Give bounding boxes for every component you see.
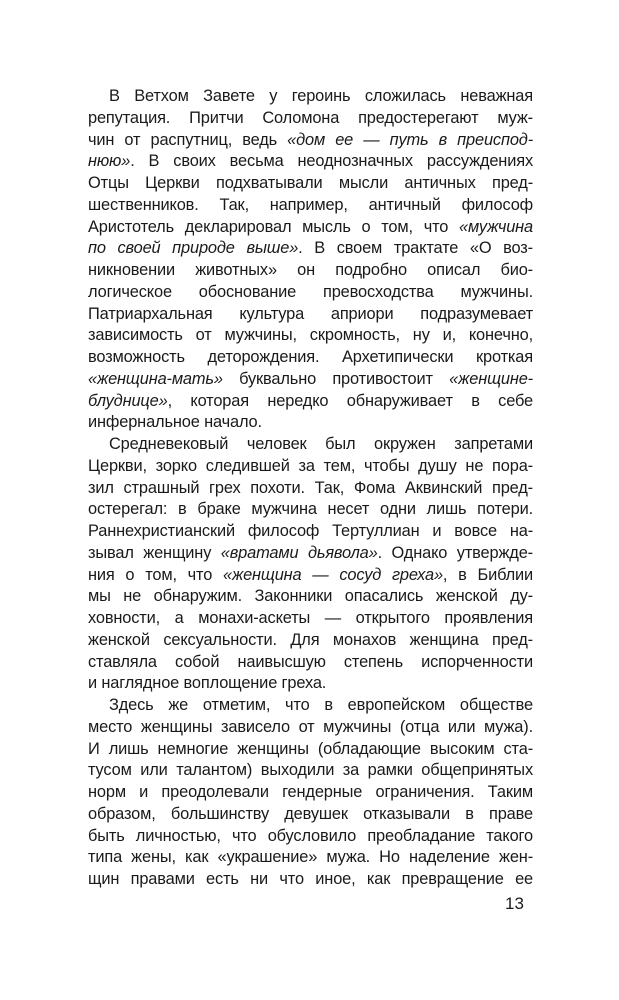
text-segment: зил страшный грех похоти. Так, Фома Аквинский пред- [88, 478, 533, 497]
text-line [88, 456, 533, 478]
text-segment: остерегал: в браке мужчина несет одни лишь потери. [88, 500, 533, 519]
text-segment: женской сексуальности. Для монахов женщина пред- [88, 630, 533, 649]
text-segment: типа жены, как «украшение» мужа. Но наделение жен- [88, 848, 533, 867]
text-segment: возможность деторождения. Архетипически кроткая [88, 348, 533, 366]
text-segment: чин от распутниц, ведь [88, 130, 288, 149]
text-segment: место женщины зависело от мужчины (отца или мужа). [88, 717, 533, 736]
text-line [88, 499, 533, 521]
text-segment: Аристотель декларировал мысль о том, что [88, 217, 459, 236]
text-segment: и наглядное воплощение греха. [88, 674, 327, 693]
text-segment: мы не обнаружим. Законники опасались женской ду- [88, 587, 533, 606]
text-segment: зависимость от мужчины, скромность, ну и, конечно, [88, 326, 533, 345]
paragraph [88, 86, 533, 434]
text-line [88, 673, 533, 695]
text-line [88, 130, 533, 152]
text-line [88, 543, 533, 565]
text-line [88, 108, 533, 130]
italic-quote: блуднице» [88, 391, 168, 410]
text-line [88, 521, 533, 543]
paragraph [88, 695, 533, 891]
text-line [88, 782, 533, 804]
text-line [88, 652, 533, 674]
text-segment: . В своих весьма неоднозначных рассуждениях [130, 152, 533, 171]
text-line [88, 238, 533, 260]
text-line [88, 869, 533, 891]
text-line [88, 195, 533, 217]
text-segment: репутация. Притчи Соломона предостерегают муж- [88, 108, 533, 127]
text-line [88, 565, 533, 587]
text-segment: быть личностью, что обусловило преобладание такого [88, 826, 533, 845]
text-segment: Здесь же отметим, что в европейском обществе [109, 696, 533, 714]
italic-quote: нюю» [88, 152, 131, 171]
text-line [88, 760, 533, 782]
text-line [88, 217, 533, 239]
text-line [88, 434, 533, 456]
text-segment: Средневековый человек был окружен запретами [109, 435, 533, 453]
italic-quote: «вратами дьявола» [220, 543, 378, 562]
text-segment: норм и преодолевали гендерные ограничения. Таким [88, 783, 533, 801]
text-segment: , в Библии [442, 565, 533, 584]
text-line [88, 391, 533, 413]
text-segment: тусом или талантом) выходили за рамки общепринятых [88, 761, 533, 780]
text-line [88, 369, 533, 391]
text-line [88, 282, 533, 304]
italic-quote: по своей природе выше» [88, 239, 299, 258]
text-segment: . В своем трактате «О воз- [298, 239, 533, 258]
italic-quote: «женщина — сосуд греха» [222, 565, 443, 584]
text-segment: ховности, а монахи-аскеты — открытого проявления [88, 609, 533, 627]
text-segment: Церкви, зорко следившей за тем, чтобы душу не пора- [88, 456, 533, 475]
text-segment: В Ветхом Завете у героинь сложилась неважная [109, 87, 533, 105]
text-line [88, 478, 533, 500]
text-line [88, 347, 533, 369]
text-segment: буквально противостоит [222, 369, 450, 388]
text-line [88, 325, 533, 347]
page-number: 13 [505, 894, 524, 913]
text-segment: , которая нередко обнаруживает в себе [167, 391, 533, 410]
text-line [88, 608, 533, 630]
text-segment: образом, большинству девушек отказывали в праве [88, 804, 533, 823]
text-segment: зывал женщину [88, 543, 221, 562]
text-line [88, 695, 533, 717]
text-line [88, 586, 533, 608]
text-segment: шественников. Так, например, античный философ [88, 195, 533, 214]
italic-quote: «женщина-мать» [88, 369, 223, 388]
text-line [88, 804, 533, 826]
text-segment: . Однако утвержде- [377, 543, 533, 562]
text-line [88, 739, 533, 761]
text-segment: инфернальное начало. [88, 413, 262, 432]
text-line [88, 173, 533, 195]
text-segment: ставляла собой наивысшую степень испорченности [88, 652, 533, 671]
text-line [88, 630, 533, 652]
text-segment: И лишь немногие женщины (обладающие высоким ста- [88, 739, 533, 758]
text-line [88, 151, 533, 173]
text-line [88, 260, 533, 282]
italic-quote: «женщине- [449, 369, 533, 388]
text-segment: Раннехристианский философ Тертуллиан и вовсе на- [88, 522, 533, 540]
text-line [88, 412, 533, 434]
text-segment: Отцы Церкви подхватывали мысли античных пред- [88, 174, 533, 192]
text-segment: щин правами есть ни что иное, как превращение ее [88, 870, 533, 888]
text-segment: никновении животных» он подробно описал био- [88, 261, 533, 279]
text-line [88, 717, 533, 739]
text-segment: ния о том, что [88, 565, 223, 584]
text-line [88, 86, 533, 108]
paragraph [88, 434, 533, 695]
text-line [88, 304, 533, 326]
text-line [88, 826, 533, 848]
body-text [88, 86, 533, 891]
text-segment: логическое обоснование превосходства мужчины. [88, 282, 533, 301]
italic-quote: «мужчина [459, 217, 533, 236]
text-line [88, 847, 533, 869]
italic-quote: «дом ее — путь в преиспод- [287, 130, 534, 149]
text-segment: Патриархальная культура априори подразумевает [88, 304, 533, 323]
